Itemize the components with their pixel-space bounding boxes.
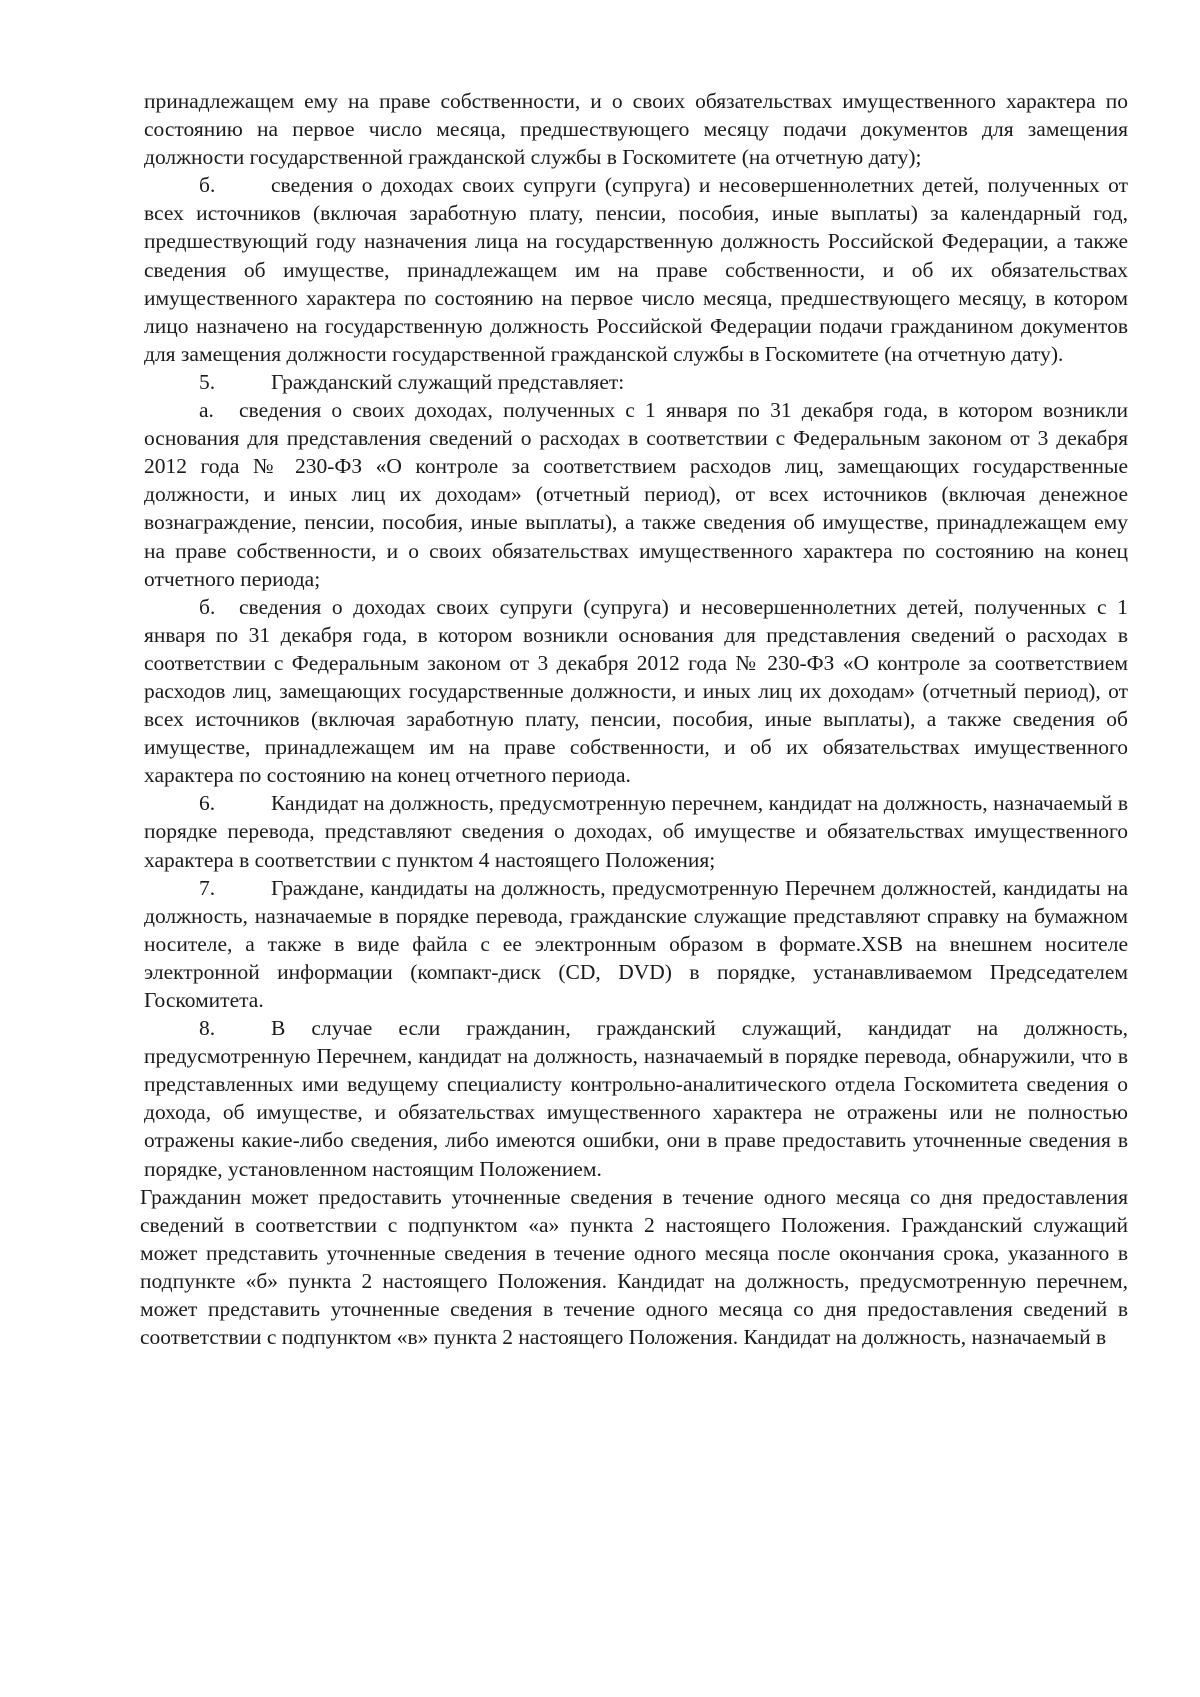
paragraph-7 [144, 874, 1128, 1014]
paragraph-marker: 7. [199, 875, 216, 900]
paragraph-clarification [140, 1183, 1128, 1352]
paragraph-marker: 5. [199, 369, 216, 394]
paragraph-marker: 8. [199, 1016, 216, 1041]
paragraph-text: В случае если гражданин, гражданский служащий, кандидат на должность, предусмотренную Перечнем, кандидат на должность, назначаемый в порядке перевода, обнаружили, что в представленных ими ведущему специалисту контрольно-аналитического отдела Госкомитета сведения о дохода, об имуществе, и обязательствах имущественного характера не отражены или не полностью отражены какие-либо сведения, либо имеются ошибки, они в праве предоставить уточненные сведения в порядке, установленном настоящим Положением. [144, 1016, 1128, 1181]
paragraph-text: сведения о доходах своих супруги (супруга) и несовершеннолетних детей, полученных с 1 января по 31 декабря года, в котором возникли основания для представления сведений о расходах в соответствии с Федеральным законом от 3 декабря 2012 года № 230-ФЗ «О контроле за соответствием расходов лиц, замещающих государственные должности, и иных лиц их доходам» (отчетный период), от всех источников (включая заработную плату, пенсии, пособия, иные выплаты), а также сведения об имуществе, принадлежащем им на праве собственности, и об их обязательствах имущественного характера по состоянию на конец отчетного периода. [144, 594, 1128, 788]
paragraph-marker: б. [199, 173, 216, 198]
paragraph-8 [144, 1014, 1128, 1183]
paragraph-5 [144, 368, 1128, 396]
paragraph-text: Гражданин может предоставить уточненные сведения в течение одного месяца со дня предоставления сведений в соответствии с подпунктом «а» пункта 2 настоящего Положения. Гражданский служащий может представить уточненные сведения в течение одного месяца после окончания срока, указанного в подпункте «б» пункта 2 настоящего Положения. Кандидат на должность, предусмотренную перечнем, может представить уточненные сведения в течение одного месяца со дня предоставления сведений в соответствии с подпунктом «в» пункта 2 настоящего Положения. Кандидат на должность, назначаемый в [140, 1184, 1128, 1350]
paragraph-marker: а. [199, 398, 214, 423]
paragraph-6 [144, 789, 1128, 873]
paragraph-marker: 6. [199, 791, 216, 816]
paragraph-text: сведения о своих доходах, полученных с 1 января по 31 декабря года, в котором возникли основания для представления сведений о расходах в соответствии с Федеральным законом от 3 декабря 2012 года № 230-ФЗ «О контроле за соответствием расходов лиц, замещающих государственные должности, и иных лиц их доходам» (отчетный период), от всех источников (включая денежное вознаграждение, пенсии, пособия, иные выплаты), а также сведения об имуществе, принадлежащем ему на праве собственности, и о своих обязательствах имущественного характера по состоянию на конец отчетного периода; [144, 398, 1128, 591]
paragraph-text: принадлежащем ему на праве собственности, и о своих обязательствах имущественного характера по состоянию на первое число месяца, предшествующего месяцу подачи документов для замещения должности государственной гражданской службы в Госкомитете (на отчетную дату); [144, 89, 1128, 170]
paragraph-text: Граждане, кандидаты на должность, предусмотренную Перечнем должностей, кандидаты на должность, назначаемые в порядке перевода, гражданские служащие представляют справку на бумажном носителе, а также в виде файла с ее электронным образом в формате.XSB на внешнем носителе электронной информации (компакт-диск (CD, DVD) в порядке, устанавливаемом Председателем Госкомитета. [144, 875, 1128, 1012]
paragraph-5a [144, 396, 1128, 593]
paragraph-5b [144, 593, 1128, 790]
paragraph-text: сведения о доходах своих супруги (супруга) и несовершеннолетних детей, полученных от всех источников (включая заработную плату, пенсии, пособия, иные выплаты) за календарный год, предшествующий году назначения лица на государственную должность Российской Федерации, а также сведения об имуществе, принадлежащем им на праве собственности, и об их обязательствах имущественного характера по состоянию на первое число месяца, предшествующего месяцу, в котором лицо назначено на государственную должность Российской Федерации подачи гражданином документов для замещения должности государственной гражданской службы в Госкомитете (на отчетную дату). [144, 173, 1128, 366]
paragraph-marker: б. [199, 594, 216, 619]
paragraph-text: Гражданский служащий представляет: [271, 369, 625, 394]
paragraph-text: Кандидат на должность, предусмотренную перечнем, кандидат на должность, назначаемый в порядке перевода, представляют сведения о доходах, об имуществе и обязательствах имущественного характера в соответствии с пунктом 4 настоящего Положения; [144, 791, 1128, 872]
paragraph-continuation [144, 87, 1128, 171]
paragraph-4b [144, 171, 1128, 368]
